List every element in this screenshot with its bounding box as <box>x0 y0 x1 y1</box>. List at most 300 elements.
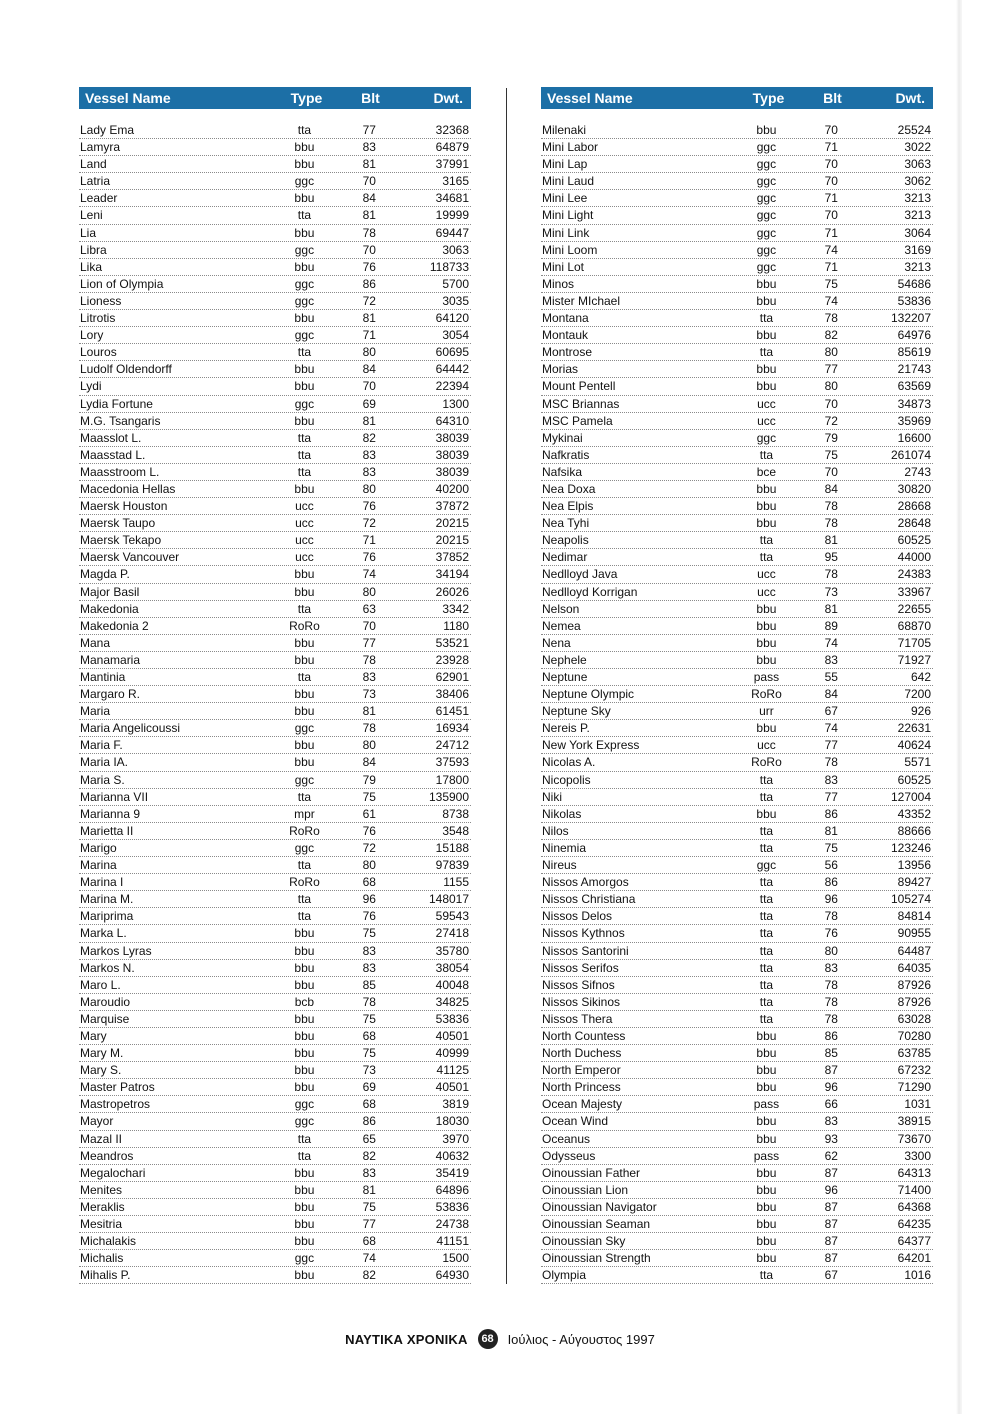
deadweight: 20215 <box>435 533 470 548</box>
vessel-name: Lydi <box>80 379 102 394</box>
table-row <box>79 396 471 413</box>
deadweight: 63569 <box>897 379 932 394</box>
built-year: 82 <box>362 1268 376 1283</box>
table-row <box>541 190 933 207</box>
deadweight: 3970 <box>442 1131 470 1146</box>
vessel-name: Oinoussian Seaman <box>542 1217 651 1231</box>
vessel-name: Maria S. <box>80 772 125 787</box>
table-row <box>79 977 471 994</box>
table-row <box>79 857 471 874</box>
built-year: 80 <box>824 943 838 958</box>
deadweight: 34825 <box>435 994 470 1009</box>
table-row <box>541 566 933 583</box>
vessel-type: bce <box>756 464 777 479</box>
vessel-type: bbu <box>294 1080 315 1095</box>
vessel-name: Ocean Wind <box>542 1114 609 1129</box>
table-row <box>541 891 933 908</box>
vessel-type: bbu <box>294 1268 315 1283</box>
built-year: 70 <box>362 242 376 257</box>
vessel-type: tta <box>759 550 774 565</box>
table-row <box>541 703 933 720</box>
table-row <box>541 1233 933 1250</box>
table-row <box>541 310 933 327</box>
table-row <box>79 720 471 737</box>
vessel-name: Maersk Tekapo <box>80 533 162 548</box>
vessel-name: Neptune Olympic <box>542 687 635 702</box>
table-row <box>541 874 933 891</box>
table-row <box>541 293 933 310</box>
vessel-name: Mini Lot <box>542 259 585 274</box>
table-row <box>541 481 933 498</box>
built-year: 71 <box>362 328 376 343</box>
table-row <box>541 1096 933 1113</box>
table-row <box>79 1028 471 1045</box>
deadweight: 3169 <box>904 242 932 257</box>
built-year: 93 <box>824 1131 838 1146</box>
table-row <box>541 686 933 703</box>
vessel-name: Oinoussian Father <box>542 1165 641 1180</box>
built-year: 63 <box>362 601 376 616</box>
vessel-name: Montana <box>542 311 589 326</box>
deadweight: 30820 <box>897 481 932 496</box>
vessel-name: Michalakis <box>80 1234 137 1249</box>
vessel-name: North Countess <box>542 1028 626 1043</box>
vessel-name: Maersk Vancouver <box>80 550 180 565</box>
table-row <box>79 1113 471 1130</box>
vessel-type: tta <box>759 892 774 907</box>
table-row <box>79 481 471 498</box>
built-year: 55 <box>824 670 838 684</box>
deadweight: 135900 <box>428 789 470 804</box>
deadweight: 54686 <box>897 276 932 291</box>
built-year: 71 <box>824 225 838 240</box>
table-row <box>541 156 933 173</box>
vessel-type: bbu <box>294 1165 315 1180</box>
deadweight: 71290 <box>897 1080 932 1095</box>
built-year: 80 <box>362 584 376 599</box>
built-year: 87 <box>824 1234 838 1249</box>
deadweight: 53836 <box>435 1199 470 1214</box>
built-year: 65 <box>362 1131 376 1146</box>
table-row <box>79 447 471 464</box>
vessel-type: bbu <box>294 191 315 206</box>
built-year: 72 <box>362 293 376 308</box>
built-year: 86 <box>824 1028 838 1043</box>
table-row <box>79 156 471 173</box>
built-year: 68 <box>362 875 376 890</box>
vessel-type: ggc <box>294 721 315 736</box>
vessel-name: Olympia <box>542 1268 587 1283</box>
vessel-type: bbu <box>294 259 315 274</box>
vessel-name: Marina <box>80 858 117 873</box>
vessel-type: bbu <box>756 1131 777 1146</box>
vessel-type: ggc <box>294 1114 315 1129</box>
vessel-type: bbu <box>756 1046 777 1061</box>
deadweight: 37593 <box>435 755 470 770</box>
built-year: 78 <box>824 994 838 1009</box>
deadweight: 87926 <box>897 994 932 1009</box>
vessel-type: ggc <box>294 1251 315 1266</box>
built-year: 81 <box>362 413 376 428</box>
vessel-name: Lioness <box>80 293 122 308</box>
deadweight: 3548 <box>442 823 470 838</box>
table-row <box>541 173 933 190</box>
vessel-name: Nafsika <box>542 464 583 479</box>
table-row <box>541 139 933 156</box>
table-row <box>79 1165 471 1182</box>
deadweight: 3819 <box>442 1097 470 1112</box>
table-row <box>79 686 471 703</box>
vessel-type: bbu <box>294 926 315 941</box>
vessel-name: Mantinia <box>80 670 126 684</box>
built-year: 86 <box>824 875 838 890</box>
table-row <box>541 908 933 925</box>
built-year: 95 <box>824 550 838 565</box>
table-row <box>79 139 471 156</box>
vessel-type: ggc <box>294 293 315 308</box>
built-year: 96 <box>824 1182 838 1197</box>
vessel-type: ggc <box>294 1097 315 1112</box>
built-year: 85 <box>362 977 376 992</box>
table-row <box>541 242 933 259</box>
vessel-type: ggc <box>756 191 777 206</box>
vessel-type: bbu <box>756 721 777 736</box>
vessel-name: Mini Lee <box>542 191 588 206</box>
vessel-name: Mihalis P. <box>80 1268 131 1283</box>
built-year: 86 <box>362 276 376 291</box>
vessel-name: Marka L. <box>80 926 127 941</box>
built-year: 76 <box>824 926 838 941</box>
vessel-type: ucc <box>757 584 776 599</box>
built-year: 70 <box>824 396 838 411</box>
table-row <box>541 669 933 686</box>
vessel-type: tta <box>297 858 312 873</box>
vessel-type: tta <box>759 960 774 975</box>
vessel-type: bbu <box>756 635 777 650</box>
vessel-type: ucc <box>757 738 776 753</box>
vessel-name: Nea Tyhi <box>542 516 590 531</box>
table-row <box>541 1199 933 1216</box>
table-body <box>79 122 471 1284</box>
built-year: 81 <box>824 601 838 616</box>
vessel-name: Nea Elpis <box>542 499 594 514</box>
built-year: 62 <box>824 1148 838 1163</box>
vessel-type: bbu <box>294 1046 315 1061</box>
deadweight: 5700 <box>442 276 470 291</box>
deadweight: 64896 <box>435 1182 470 1197</box>
header-vessel-name: Vessel Name <box>85 90 171 106</box>
built-year: 83 <box>824 652 838 667</box>
table-row <box>79 464 471 481</box>
vessel-name: Maasstad L. <box>80 447 146 462</box>
deadweight: 127004 <box>890 789 932 804</box>
vessel-name: Nissos Delos <box>542 909 613 924</box>
vessel-name: Mariprima <box>80 909 134 924</box>
vessel-name: Litrotis <box>80 311 116 326</box>
vessel-name: MSC Briannas <box>542 396 620 411</box>
built-year: 71 <box>824 191 838 206</box>
deadweight: 40501 <box>435 1028 470 1043</box>
built-year: 77 <box>824 362 838 377</box>
vessel-type: tta <box>759 875 774 890</box>
table-row <box>541 447 933 464</box>
vessel-name: Neptune Sky <box>542 704 611 719</box>
table-row <box>79 960 471 977</box>
vessel-name: MSC Pamela <box>542 413 613 428</box>
built-year: 80 <box>362 738 376 753</box>
built-year: 96 <box>824 1080 838 1095</box>
vessel-name: Lory <box>80 328 104 343</box>
table-row <box>79 1199 471 1216</box>
deadweight: 40048 <box>435 977 470 992</box>
deadweight: 35780 <box>435 943 470 958</box>
table-row <box>541 532 933 549</box>
vessel-type: bbu <box>294 738 315 753</box>
deadweight: 148017 <box>428 892 470 907</box>
vessel-type: tta <box>297 430 312 445</box>
vessel-type: tta <box>297 909 312 924</box>
deadweight: 53521 <box>435 635 470 650</box>
built-year: 78 <box>824 1011 838 1026</box>
table-row <box>541 789 933 806</box>
deadweight: 64368 <box>897 1199 932 1214</box>
vessel-name: Lamyra <box>80 140 121 155</box>
deadweight: 60525 <box>897 533 932 548</box>
built-year: 74 <box>824 242 838 257</box>
built-year: 78 <box>362 225 376 240</box>
vessel-name: Marigo <box>80 840 117 855</box>
deadweight: 2743 <box>904 464 932 479</box>
issue-date: Ιούλιος - Αύγουστος 1997 <box>507 1331 655 1347</box>
vessel-type: bbu <box>756 1114 777 1129</box>
vessel-type: bbu <box>294 584 315 599</box>
built-year: 96 <box>362 892 376 907</box>
vessel-type: RoRo <box>751 687 782 702</box>
built-year: 75 <box>362 1011 376 1026</box>
built-year: 75 <box>362 1046 376 1061</box>
table-row <box>79 1216 471 1233</box>
vessel-type: tta <box>759 1268 774 1283</box>
deadweight: 22631 <box>897 721 932 736</box>
deadweight: 38054 <box>435 960 470 975</box>
table-row <box>79 344 471 361</box>
deadweight: 261074 <box>890 447 932 462</box>
vessel-type: tta <box>759 772 774 787</box>
deadweight: 24712 <box>435 738 470 753</box>
vessel-name: Nikolas <box>542 806 582 821</box>
vessel-name: North Duchess <box>542 1046 622 1061</box>
deadweight: 23928 <box>435 652 470 667</box>
table-row <box>541 652 933 669</box>
deadweight: 1300 <box>442 396 470 411</box>
vessel-type: bbu <box>756 123 777 137</box>
table-row <box>79 874 471 891</box>
deadweight: 3300 <box>904 1148 932 1163</box>
built-year: 78 <box>362 994 376 1009</box>
built-year: 69 <box>362 1080 376 1095</box>
built-year: 87 <box>824 1251 838 1266</box>
vessel-type: bbu <box>756 1217 777 1231</box>
table-row <box>79 549 471 566</box>
vessel-type: ggc <box>294 772 315 787</box>
table-row <box>79 943 471 960</box>
vessel-type: bbu <box>756 481 777 496</box>
table-row <box>541 344 933 361</box>
table-row <box>79 754 471 771</box>
built-year: 69 <box>362 396 376 411</box>
deadweight: 3035 <box>442 293 470 308</box>
vessel-table-right <box>541 87 933 1284</box>
vessel-name: Lydia Fortune <box>80 396 153 411</box>
built-year: 75 <box>362 789 376 804</box>
built-year: 74 <box>824 635 838 650</box>
table-row <box>79 1045 471 1062</box>
vessel-type: bbu <box>756 379 777 394</box>
table-row <box>541 977 933 994</box>
vessel-name: Macedonia Hellas <box>80 481 176 496</box>
vessel-type: bbu <box>756 328 777 343</box>
built-year: 86 <box>362 1114 376 1129</box>
deadweight: 64879 <box>435 140 470 155</box>
built-year: 77 <box>824 738 838 753</box>
deadweight: 64377 <box>897 1234 932 1249</box>
vessel-type: mpr <box>294 806 315 821</box>
vessel-name: Markos N. <box>80 960 135 975</box>
vessel-type: pass <box>753 1097 780 1112</box>
vessel-name: Marietta II <box>80 823 134 838</box>
built-year: 75 <box>824 276 838 291</box>
table-header <box>79 87 471 109</box>
vessel-name: Nedlloyd Korrigan <box>542 584 638 599</box>
vessel-type: tta <box>759 840 774 855</box>
vessel-type: bbu <box>756 1251 777 1266</box>
deadweight: 88666 <box>897 823 932 838</box>
deadweight: 43352 <box>897 806 932 821</box>
deadweight: 87926 <box>897 977 932 992</box>
table-row <box>541 1216 933 1233</box>
deadweight: 13956 <box>897 858 932 873</box>
table-row <box>541 378 933 395</box>
table-row <box>541 857 933 874</box>
deadweight: 35419 <box>435 1165 470 1180</box>
vessel-name: Nena <box>542 635 571 650</box>
vessel-type: bbu <box>756 806 777 821</box>
built-year: 76 <box>362 823 376 838</box>
header-type: Type <box>752 90 785 106</box>
vessel-name: Oinoussian Sky <box>542 1234 626 1249</box>
vessel-type: ucc <box>295 533 314 548</box>
vessel-name: Meraklis <box>80 1199 125 1214</box>
table-row <box>79 601 471 618</box>
deadweight: 71705 <box>897 635 932 650</box>
table-row <box>541 635 933 652</box>
vessel-type: bbu <box>294 652 315 667</box>
deadweight: 63785 <box>897 1046 932 1061</box>
vessel-type: ggc <box>294 328 315 343</box>
table-row <box>79 310 471 327</box>
built-year: 74 <box>824 293 838 308</box>
vessel-type: tta <box>759 311 774 326</box>
deadweight: 1500 <box>442 1251 470 1266</box>
deadweight: 44000 <box>897 550 932 565</box>
built-year: 87 <box>824 1199 838 1214</box>
deadweight: 60695 <box>435 345 470 360</box>
vessel-type: bbu <box>294 379 315 394</box>
table-row <box>79 327 471 344</box>
vessel-name: Oinoussian Lion <box>542 1182 629 1197</box>
vessel-type: tta <box>759 943 774 958</box>
deadweight: 53836 <box>897 293 932 308</box>
vessel-type: bcb <box>294 994 315 1009</box>
vessel-name: Louros <box>80 345 117 360</box>
deadweight: 3342 <box>442 601 470 616</box>
built-year: 81 <box>362 704 376 719</box>
built-year: 74 <box>362 567 376 582</box>
deadweight: 73670 <box>897 1131 932 1146</box>
deadweight: 3064 <box>904 225 932 240</box>
built-year: 77 <box>824 789 838 804</box>
deadweight: 38039 <box>435 447 470 462</box>
vessel-type: tta <box>759 447 774 462</box>
vessel-name: Mazal II <box>80 1131 123 1146</box>
built-year: 86 <box>824 806 838 821</box>
table-row <box>79 173 471 190</box>
built-year: 85 <box>824 1046 838 1061</box>
vessel-type: tta <box>759 926 774 941</box>
vessel-name: Nicopolis <box>542 772 591 787</box>
deadweight: 132207 <box>890 311 932 326</box>
table-row <box>541 498 933 515</box>
table-row <box>541 840 933 857</box>
vessel-type: bbu <box>756 1165 777 1180</box>
table-row <box>541 618 933 635</box>
built-year: 81 <box>362 311 376 326</box>
vessel-name: Margaro R. <box>80 687 141 702</box>
vessel-name: Marquise <box>80 1011 130 1026</box>
vessel-name: Milenaki <box>542 123 587 137</box>
vessel-name: Neapolis <box>542 533 589 548</box>
table-row <box>541 943 933 960</box>
built-year: 72 <box>362 516 376 531</box>
vessel-type: tta <box>297 447 312 462</box>
built-year: 75 <box>824 840 838 855</box>
vessel-type: tta <box>759 909 774 924</box>
built-year: 77 <box>362 635 376 650</box>
vessel-name: Markos Lyras <box>80 943 152 958</box>
vessel-name: Mary S. <box>80 1063 122 1078</box>
vessel-name: Nissos Serifos <box>542 960 619 975</box>
vessel-type: tta <box>297 670 312 684</box>
deadweight: 85619 <box>897 345 932 360</box>
vessel-type: bbu <box>294 755 315 770</box>
built-year: 71 <box>824 140 838 155</box>
table-row <box>541 601 933 618</box>
vessel-name: Mesitria <box>80 1217 123 1231</box>
deadweight: 64930 <box>435 1268 470 1283</box>
table-row <box>79 498 471 515</box>
vessel-name: North Emperor <box>542 1063 621 1078</box>
deadweight: 642 <box>910 670 932 684</box>
deadweight: 3213 <box>904 259 932 274</box>
built-year: 56 <box>824 858 838 873</box>
table-row <box>79 242 471 259</box>
vessel-type: bbu <box>294 635 315 650</box>
vessel-name: Nireus <box>542 858 577 873</box>
built-year: 84 <box>824 481 838 496</box>
vessel-name: Nilos <box>542 823 569 838</box>
vessel-type: bbu <box>294 1234 315 1249</box>
vessel-name: Maasslot L. <box>80 430 142 445</box>
